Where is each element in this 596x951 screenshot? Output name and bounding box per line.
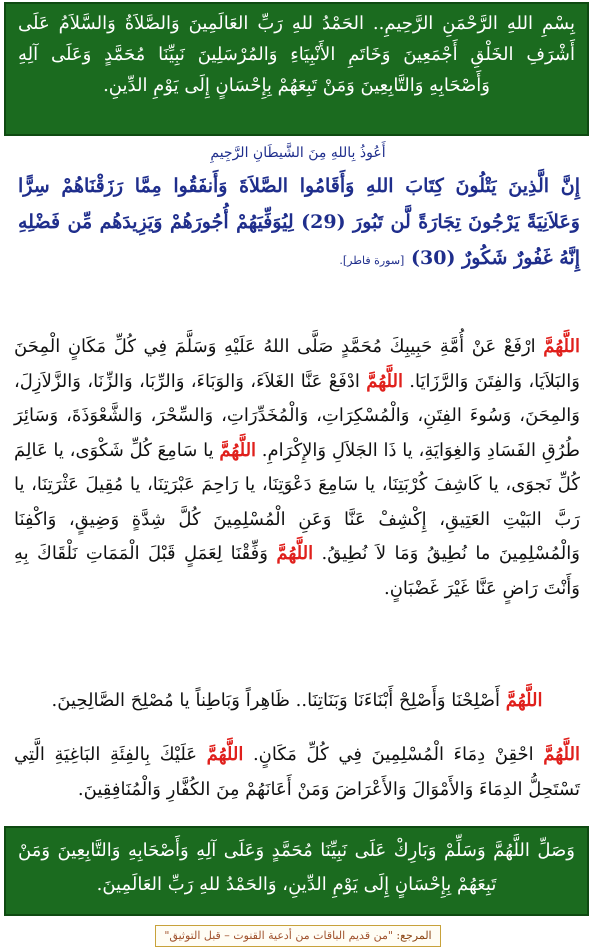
dua1-text-2: ادْفَعْ عَنَّا الغَلاَءَ، وَالوَبَاءَ، وَالرِّبَا، وَالزِّنَا، وَالزَّلاَزِلَ، وَالمِحَنَ، وَسُوءَ الفِتَنِ، وَالْمُسْكِرَاتِ، وَالْمُخَدِّرَاتِ، وَالسِّحْرَ، وَالشَّعْوَذَةَ، وَسَائِرَ طُرُقِ الفَسَادِ وَالغِوَايَةِ، يا ذَا الجَلاَلِ وَالإِكْرَامِ.	[14, 370, 580, 461]
istiadha-line: أَعُوذُ بِاللهِ مِنَ الشَّيطَانِ الرَّجِيمِ	[210, 145, 386, 161]
dua1-text-1: ارْفَعْ عَنْ أُمَّةِ حَبِيبِكَ مُحَمَّدٍ صَلَّى اللهُ عَلَيْهِ وَسَلَّمَ فِي كُلِّ مَكَانٍ الْمِحَنَ وَالبَلاَيَا، وَالفِتَنَ وَالرَّزَايَا.	[14, 336, 580, 392]
allahumma-word: اللَّهُمَّ	[276, 543, 314, 564]
dua1-text-3: يا سَامِعَ كُلِّ شَكْوَى، يا عَالِمَ كُلِّ نَجوَى، يا كَاشِفَ كُرْبَتِنَا، يا سَامِعَ دَعْوَتِنَا، يا رَاحِمَ عَبْرَتِنَا، يا مُقِيلَ عَثْرَتِنَا، يا رَبَّ البَيْتِ العَتِيقِ، إِكْشِفْ عَنَّا وَعَنِ الْمُسْلِمِينَ كُلَّ شِدَّةٍ وَضِيقٍ، وَاكْفِنَا وَالْمُسْلِمِينَ ما نُطِيقُ وَمَا لاَ نُطِيقُ.	[14, 439, 580, 564]
allahumma-word: اللَّهُمَّ	[543, 744, 580, 765]
allahumma-word: اللَّهُمَّ	[505, 690, 543, 711]
verse-part-2: لِيُوَفِّيَهُمْ أُجُورَهُمْ وَيَزِيدَهُم مِّن فَضْلِهِ إِنَّهُ غَفُورٌ شَكُورٌ	[18, 211, 580, 269]
supplication-paragraph-2	[14, 684, 580, 719]
dua3-text-1: احْقِنْ دِمَاءَ الْمُسْلِمِينَ فِي كُلِّ مَكَانٍ.	[243, 744, 544, 765]
verse-number-30: (30)	[410, 247, 456, 269]
opening-praise-box	[4, 2, 589, 136]
allahumma-word: اللَّهُمَّ	[543, 336, 580, 357]
dua3-text-2: عَلَيْكَ بِالفِئَةِ البَاغِيَةِ الَّتِي تَسْتَحِلُّ الدِمَاءَ وَالأَمْوَالَ وَالأَعْرَاضَ وَمَنْ أَعَانَهُمْ مِنَ الكُفَّارِ وَالْمُنَافِقِينَ.	[14, 744, 580, 800]
verse-part-1: إِنَّ الَّذِينَ يَتْلُونَ كِتَابَ اللهِ وَأَقَامُوا الصَّلاَةَ وَأَنفَقُوا مِمَّا رَزَقْنَاهُمْ سِرًّا وَعَلاَنِيَةً يَرْجُونَ تِجَارَةً لَّن تَبُورَ	[18, 175, 580, 233]
source-label: المرجع:	[396, 929, 432, 942]
closing-salawat-box	[4, 826, 589, 916]
quran-verse	[18, 168, 580, 279]
source-reference	[0, 924, 596, 947]
supplication-paragraph-1	[14, 330, 580, 674]
closing-salawat-text: وَصَلِّ اللَّهُمَّ وَسَلِّمْ وَبَارِكْ عَلَى نَبِيِّنَا مُحَمَّدٍ وَعَلَى آلِهِ وَأَصْحَابِهِ وَالتَّابِعِينَ وَمَنْ تَبِعَهُمْ بِإِحْسَانٍ إِلَى يَوْمِ الدِّينِ، وَالحَمْدُ للهِ رَبِّ العَالَمِينَ.	[18, 840, 575, 895]
supplication-paragraph-3	[14, 738, 580, 818]
allahumma-word: اللَّهُمَّ	[206, 744, 244, 765]
dua1-text-4: وَفِّقْنَا لِعَمَلٍ قَبْلَ الْمَمَاتِ نَلْقَاكَ بِهِ وَأَنْتَ رَاضٍ عَنَّا غَيْرَ غَضْبَانٍ.	[14, 543, 580, 599]
dua2-text: أَصْلِحْنَا وَأَصْلِحْ أَبْنَاءَنَا وَبَنَاتِنَا.. ظَاهِراً وَبَاطِناً يا مُصْلِحَ الصَّالِحِينَ.	[51, 690, 506, 711]
source-title: "من قديم الباقات من أدعية القنوت – قبل التوثيق"	[164, 929, 393, 942]
opening-praise-text: بِسْمِ اللهِ الرَّحْمَنِ الرَّحِيمِ.. الحَمْدُ للهِ رَبِّ العَالَمِينَ وَالصَّلاَةُ وَالسَّلاَمُ عَلَى أَشْرَفِ الخَلْقِ أَجْمَعِينَ وَخَاتَمِ الأَنْبِيَاءِ وَالمُرْسَلِينَ نَبِيِّنَا مُحَمَّدٍ وَعَلَى آلِهِ وَأَصْحَابِهِ وَالتَّابِعِينَ وَمَنْ تَبِعَهُمْ بِإِحْسَانٍ إِلَى يَوْمِ الدِّينِ.	[18, 13, 575, 96]
verse-reference: [سورة فاطر].	[339, 254, 405, 267]
allahumma-word: اللَّهُمَّ	[219, 439, 257, 461]
verse-number-29: (29)	[301, 211, 346, 233]
allahumma-word: اللَّهُمَّ	[366, 370, 403, 392]
source-box	[155, 925, 440, 947]
